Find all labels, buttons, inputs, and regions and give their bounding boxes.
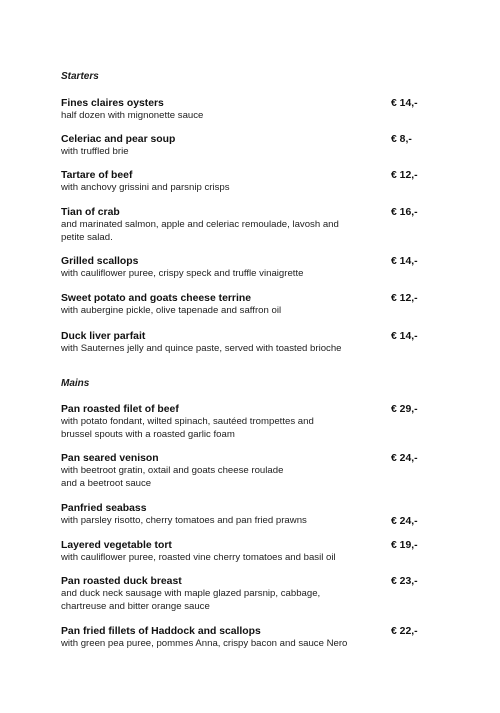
menu-item [61,293,451,318]
item-price: € 24,- [391,453,418,464]
item-name: Pan seared venison [61,453,159,464]
mains-heading: Mains [61,378,90,389]
item-description: with cauliflower puree, roasted vine cherry tomatoes and basil oil [61,552,336,563]
item-description: with parsley risotto, cherry tomatoes and pan fried prawns [61,515,307,526]
item-price: € 14,- [391,98,418,109]
item-price: € 12,- [391,170,418,181]
item-name: Panfried seabass [61,503,147,514]
item-description: and marinated salmon, apple and celeriac remoulade, lavosh and petite salad. [61,219,339,243]
menu-item [61,134,451,159]
item-price: € 23,- [391,576,418,587]
item-price: € 22,- [391,626,418,637]
item-description: and duck neck sausage with maple glazed parsnip, cabbage, chartreuse and bitter orange sauce [61,588,321,612]
item-name: Pan roasted filet of beef [61,404,179,415]
item-price: € 14,- [391,256,418,267]
item-price: € 14,- [391,331,418,342]
menu-item [61,98,451,123]
item-name: Tartare of beef [61,170,133,181]
item-name: Fines claires oysters [61,98,164,109]
item-name: Pan fried fillets of Haddock and scallops [61,626,261,637]
menu-item [61,404,451,441]
menu-item [61,170,451,195]
menu-item [61,503,451,528]
menu-item [61,207,451,244]
item-name: Pan roasted duck breast [61,576,182,587]
item-price: € 19,- [391,540,418,551]
item-price: € 24,- [391,516,418,527]
item-name: Grilled scallops [61,256,139,267]
item-price: € 16,- [391,207,418,218]
item-price: € 8,- [391,134,412,145]
item-name: Sweet potato and goats cheese terrine [61,293,251,304]
starters-heading: Starters [61,71,99,82]
item-description: with anchovy grissini and parsnip crisps [61,182,230,193]
item-description: with green pea puree, pommes Anna, crispy bacon and sauce Nero [61,638,348,649]
item-name: Celeriac and pear soup [61,134,176,145]
menu-item [61,331,451,356]
menu-item [61,576,451,613]
item-description: with beetroot gratin, oxtail and goats cheese roulade and a beetroot sauce [61,465,284,489]
item-description: with potato fondant, wilted spinach, sautéed trompettes and brussel spouts with a roasted garlic foam [61,416,314,440]
item-description: with truffled brie [61,146,129,157]
menu-item [61,540,451,565]
item-name: Tian of crab [61,207,120,218]
item-price: € 12,- [391,293,418,304]
item-description: with cauliflower puree, crispy speck and truffle vinaigrette [61,268,304,279]
item-price: € 29,- [391,404,418,415]
item-description: with aubergine pickle, olive tapenade and saffron oil [61,305,282,316]
item-description: half dozen with mignonette sauce [61,110,204,121]
menu-item [61,256,451,281]
item-name: Duck liver parfait [61,331,146,342]
menu-item [61,626,451,651]
item-name: Layered vegetable tort [61,540,172,551]
item-description: with Sauternes jelly and quince paste, served with toasted brioche [61,343,342,354]
menu-item [61,453,451,490]
